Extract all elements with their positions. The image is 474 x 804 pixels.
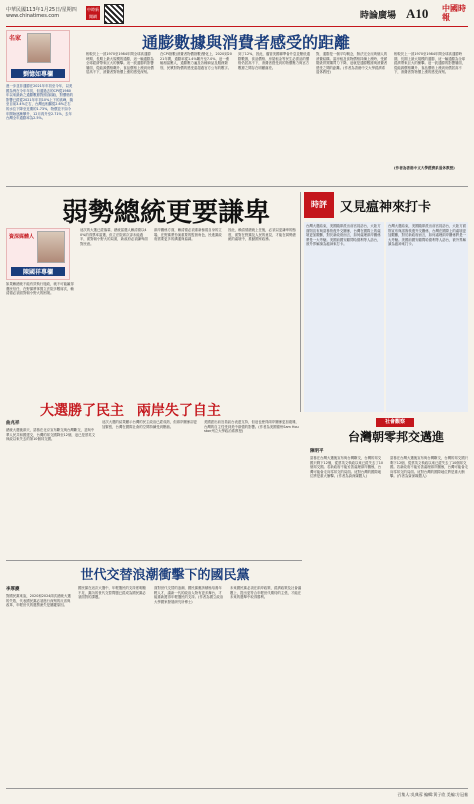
article5-col1: 諾魯在台灣大選後宣布與台灣斷交，台灣的邦交國只剩下12個，從蔡英文執政以來已經失去了10個邦交國。若新政府不能妥善處理兩岸關係，台灣可能會走向零邦交的局面。這對台灣的國際地位將是重大衝擊。(作者為資深媒體人) [310,456,384,479]
article1-byline-box [6,30,70,82]
small-logo: 中時新聞網 [87,7,99,19]
date-line: 中華民國113年1月25日/星期四 [6,7,77,13]
article6-col3: 面對世代交替的浪潮，國民黨應該積極培養年輕人才，讓新一代的政治人物有更多舞台，才能重新獲得年輕選民的支持。(作者為國立政治大學國家發展研究所博士) [154,586,224,604]
article4-col1: 總統大選後兩天，諾魯在北京宣布斷交與台灣斷交，並與中華人民共和國建交，台灣的邦交國降至12個，這已是蔡英文執政以來失去的第10個邦交國。 [6,428,96,442]
article5-author: 陳明平 [310,449,324,454]
logo: 中國時報 [442,4,466,22]
article4-title [40,400,300,420]
article5-title: 台灣朝零邦交邁進 [347,430,444,444]
article6-title: 世代交替浪潮衝擊下的國民黨 [80,568,250,583]
article2-byline-box [6,228,70,280]
article3-label: 時評 [304,192,334,218]
article2-col2: 這次的大選已經落幕，總統當選人賴清德以40%的得票率當選，但立法院席次卻未能過半，面對朝小野大的局面，新政府必須謙卑面對民意。 [80,228,148,246]
article5-label: 社會觀察 [376,418,414,427]
article1-lead: 進一步並非通膨在2021年年初至今年，以美國為例在今年年初，但通過去的CPI從1980年以來最新之通膨數據對照(如圖)，對價格的影響已經從2021年年初10%上下的高峰，隨至目前3.4%左右，台灣也相繼從2.6%左右的水位下降至近期的1.73%，物價並不如今年開始逐漸攀升，12月再升至2.71%，去年台灣全年通膨率為2.5%。 [6,84,74,121]
article2-col3: 兩岸關係方面，賴清德必須重新檢視自身的立場，在野黨將扮演重要的監督角色，民進黨政府需要更多的溝通與協調。 [154,228,222,242]
author-photo [37,231,65,263]
article3-header [304,192,468,220]
site-url[interactable]: www.chinatimes.com [6,13,60,19]
article6-col4: 未來國民黨必須在兩岸政策、經濟政策及社會議題上，提出更符合年輕世代期待的主張，才能在未來的選舉中取得勝利。 [230,586,302,600]
article6-col2: 國民黨在這次大選中，年輕選民的支持度明顯不足，黨內的世代交替問題已經成為國民黨必須面對的課題。 [78,586,146,600]
article4-author: 曲兆祥 [6,421,20,426]
article2-col1: 如果賴總統不能有效執行施政，就不可能贏得選民信任，在野黨將掌握立法院多數席次，賴清德必須面對朝小野大的困境。 [6,282,74,296]
divider-v [300,192,301,412]
byline-label: 名家 [9,35,22,42]
article2-col4: 因此，賴清德總統上任後，必須以更謙卑的態度，面對在野黨及人民的意見，才能在弱勢總統的處境中，推動國家政務。 [228,228,296,242]
footer-editors: 召集人:吳典蓉 編輯:黃子欣 美編:方冠蓁 [397,792,468,797]
article5-col2: 諾魯在台灣大選後宣布與台灣斷交，台灣的邦交國只剩下12個，從蔡英文執政以來已經失去了10個邦交國。若新政府不能妥善處理兩岸關係，台灣可能會走向零邦交的局面。這對台灣的國際地位將是重大衝擊。(作者為資深媒體人) [390,456,468,479]
article4-title-part2: 兩岸失了自主 [136,403,221,419]
author-photo [27,33,51,63]
section-name: 時論廣場 [360,11,397,21]
article1-author-note: (作者為香港中文大學經濟系退休教授) [394,166,455,170]
article1-col5: 對，通膨是一個平均概念，無法完全反映個人的消費結構。當房租及食物價格持續上漲時，受薪階級實質購買力下降，這就是通膨數據與消費者感受之間的距離。(作者為香港中文大學經濟系退休教授) [316,52,388,75]
article2-title: 弱勢總統更要謙卑 [61,198,270,228]
article1-col3: 在CPI指數(消費者物價指數)變化上，2020到2021年間，通膨率從1.4%飆升至7.0%，這一漲幅相當驚人，通膨壓力遍及各種商品及服務類別，民眾對物價的感受遠超過官方公布的數字。 [160,52,232,70]
article1-col4: 到了12%，因此，儘管美國聯準會升息並壓低通膨數據，食品價格、房屋租金等民生必需品的價格仍居高不下，消費者感受到的物價壓力與官方數據之間存在明顯落差。 [238,52,310,70]
author-name: 陳國祥專欄 [11,267,65,276]
masthead [6,4,468,26]
qr-code [104,4,124,24]
byline-label: 資深媒體人 [9,234,35,240]
article1-col2: 相較於上一波1970至1984年間全球高通膨時期，長期上最大規模的通膨，這一輪通膨為全球經濟帶來巨大的衝擊。這一波通膨的影響層面，從能源價格飆升、食品價格上漲到房價居高不下，消費者對物價上漲的感受深刻。 [86,52,154,75]
article6-col1: 對國民黨來說，2020和2024兩次總統大選的失敗，代表國民黨必須進行深刻的反省與改革，年輕世代的選票流失是關鍵原因。 [6,594,71,608]
footer-rule [6,788,468,789]
article6-author: 李厚慶 [6,587,20,592]
article4-col2: 這次大選的結果顯示台灣的民主政治已經成熟，但兩岸關係卻更加緊張，台灣在國際社會的空間持續受到壓縮。 [102,420,197,429]
article1-col6: 相較於上一波1970至1984年間全球高通膨時期，長期上最大規模的通膨，這一輪通膨為全球經濟帶來巨大的衝擊。這一波通膨的影響層面，從能源價格飆升、食品價格上漲到房價居高不下，消費者對物價上漲的感受深刻。 [394,52,466,75]
article1-title: 通膨數據與消費者感受的距離 [141,33,350,52]
article4-title-part1: 大選勝了民主 [40,403,124,419]
author-name: 劉憶如專欄 [11,69,65,78]
article3-col2: 台灣大選結束，美國隨即派出前官員訪台，大陸方面則宣布與諾魯恢復外交關係，台灣在國際上的處境更加艱難，對於新政府而言，如何處理兩岸關係將是一大考驗。美國前國安顧問哈德利等人訪台，被外界解讀為瘟神來打卡。 [386,222,468,412]
header-rule [6,26,468,27]
article3-title: 又見瘟神來打卡 [340,200,432,215]
divider-1 [6,186,468,187]
article4-col3: 美國派出前官員訪台表達支持，但這也使得兩岸關係更加複雜，台灣的自主性受到美中兩強的影響。(作者為美國德州Sam Houston州立大學政治系教授) [204,420,299,434]
page-number: A10 [406,6,429,21]
article3-col1: 台灣大選結束，美國隨即派出前官員訪台，大陸方面則宣布與諾魯恢復外交關係，台灣在國際上的處境更加艱難，對於新政府而言，如何處理兩岸關係將是一大考驗。美國前國安顧問哈德利等人訪台，被外界解讀為瘟神來打卡。 [304,222,384,412]
divider-2 [6,560,302,561]
